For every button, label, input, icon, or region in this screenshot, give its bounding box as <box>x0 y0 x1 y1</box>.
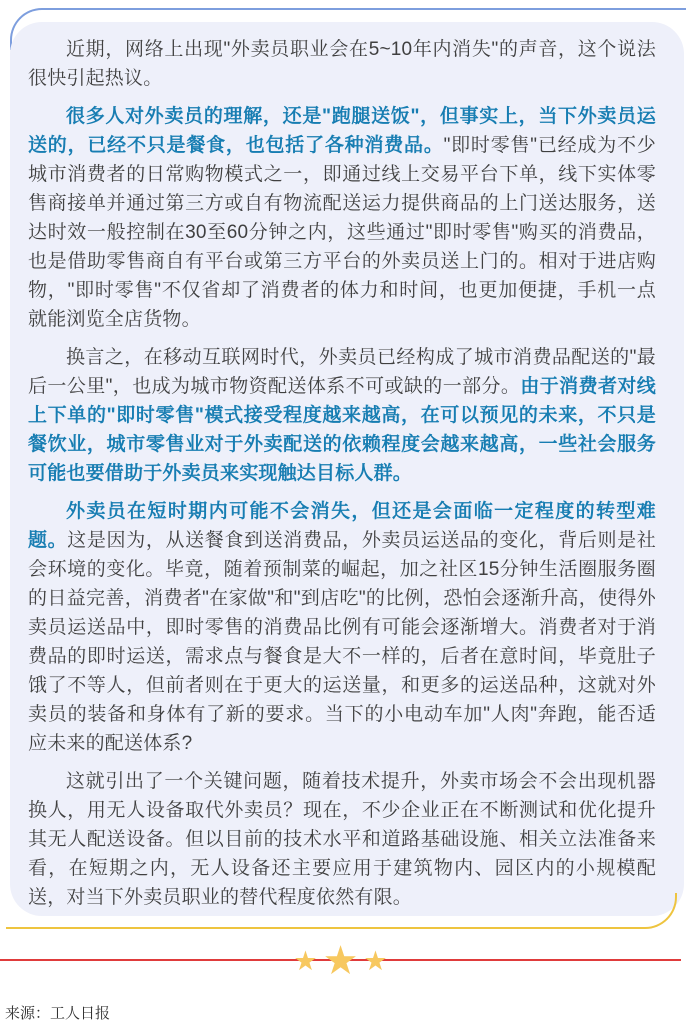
star-icon: ★ <box>293 945 318 976</box>
paragraph <box>28 343 656 488</box>
text-run: 这是因为，从送餐食到送消费品，外卖员运送品的变化，背后则是社会环境的变化。毕竟，随着预制菜的崛起，加之社区15分钟生活圈服务圈的日益完善，消费者"在家做"和"到店吃"的比例，恐怕会逐渐升高，使得外卖员运送品中，即时零售的消费品比例有可能会逐渐增大。消费者对于消费品的即时运送，需求点与餐食是大不一样的，后者在意时间，毕竟肚子饿了不等人，但前者则在于更大的运送量，和更多的运送品种，这就对外卖员的装备和身体有了新的要求。当下的小电动车加"人肉"奔跑，能否适应未来的配送体系? <box>28 530 656 754</box>
paragraph <box>28 767 656 912</box>
text-run: 换言之，在移动互联网时代，外卖员已经构成了城市消费品配送的"最后一公里"，也成为城市物资配送体系不可或缺的一部分。 <box>28 347 656 397</box>
source-attribution: 来源：工人日报 <box>5 1005 111 1022</box>
text-run: 这就引出了一个关键问题，随着技术提升，外卖市场会不会出现机器换人，用无人设备取代外卖员？现在，不少企业正在不断测试和优化提升其无人配送设备。但以目前的技术水平和道路基础设施、相关立法准备来看，在短期之内，无人设备还主要应用于建筑物内、园区内的小规模配送，对当下外卖员职业的替代程度依然有限。 <box>28 771 656 908</box>
text-run: 近期，网络上出现"外卖员职业会在5~10年内消失"的声音，这个说法很快引起热议。 <box>28 39 656 89</box>
emphasized-text-run: 外卖员在短时期内可能不会消失，但还是会面临一定程度的转型难题。 <box>28 501 656 551</box>
paragraph <box>28 102 656 334</box>
paragraph <box>28 35 656 93</box>
emphasized-text-run: 很多人对外卖员的理解，还是"跑腿送饭"，但事实上，当下外卖员运送的，已经不只是餐食，也包括了各种消费品。 <box>28 106 656 156</box>
divider-line <box>0 959 681 961</box>
star-icon: ★ <box>322 939 359 983</box>
article-body <box>28 35 656 916</box>
article-card <box>10 22 684 916</box>
paragraph <box>28 497 656 758</box>
text-run: "即时零售"已经成为不少城市消费者的日常购物模式之一，即通过线上交易平台下单，线下实体零售商接单并通过第三方或自有物流配送运力提供商品的上门送达服务，送达时效一般控制在30至60分钟之内，这些通过"即时零售"购买的消费品，也是借助零售商自有平台或第三方平台的外卖员送上门的。相对于进店购物，"即时零售"不仅省却了消费者的体力和时间，也更加便捷，手机一点就能浏览全店货物。 <box>28 135 656 330</box>
emphasized-text-run: 由于消费者对线上下单的"即时零售"模式接受程度越来越高，在可以预见的未来，不只是餐饮业，城市零售业对于外卖配送的依赖程度会越来越高，一些社会服务可能也要借助于外卖员来实现触达目标人群。 <box>28 376 656 484</box>
star-icon: ★ <box>363 945 388 976</box>
divider-stars <box>0 936 681 986</box>
